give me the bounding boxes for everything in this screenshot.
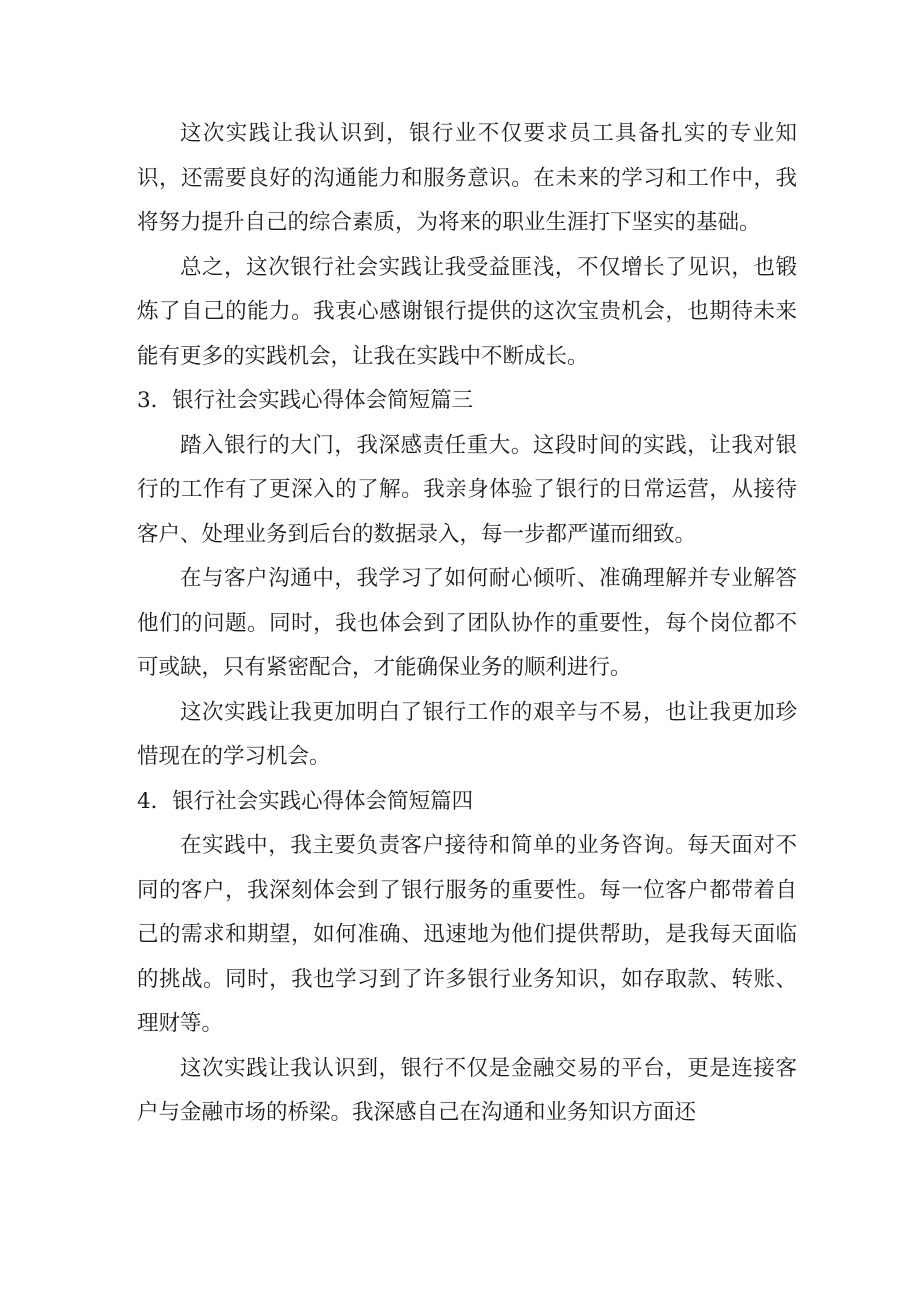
document-body — [137, 112, 797, 1136]
section-3-paragraph-1: 踏入银行的大门，我深感责任重大。这段时间的实践，让我对银行的工作有了更深入的了解。我亲身体验了银行的日常运营，从接待客户、处理业务到后台的数据录入，每一步都严谨而细致。 — [137, 432, 797, 547]
section-4-paragraph-1: 在实践中，我主要负责客户接待和简单的业务咨询。每天面对不同的客户，我深刻体会到了银行服务的重要性。每一位客户都带着自己的需求和期望，如何准确、迅速地为他们提供帮助，是我每天面临的挑战。同时，我也学习到了许多银行业务知识，如存取款、转账、理财等。 — [137, 833, 797, 1036]
section-3-heading: 3．银行社会实践心得体会简短篇三 — [137, 388, 474, 413]
paragraph-2: 总之，这次银行社会实践让我受益匪浅，不仅增长了见识，也锻炼了自己的能力。我衷心感谢银行提供的这次宝贵机会，也期待未来能有更多的实践机会，让我在实践中不断成长。 — [137, 254, 797, 369]
section-4-heading: 4．银行社会实践心得体会简短篇四 — [137, 788, 474, 814]
section-3-paragraph-2: 在与客户沟通中，我学习了如何耐心倾听、准确理解并专业解答他们的问题。同时，我也体会到了团队协作的重要性，每个岗位都不可或缺，只有紧密配合，才能确保业务的顺利进行。 — [137, 566, 797, 680]
paragraph-1: 这次实践让我认识到，银行业不仅要求员工具备扎实的专业知识，还需要良好的沟通能力和服务意识。在未来的学习和工作中，我将努力提升自己的综合素质，为将来的职业生涯打下坚实的基础。 — [137, 121, 797, 235]
section-4-paragraph-2: 这次实践让我认识到，银行不仅是金融交易的平台，更是连接客户与金融市场的桥梁。我深感自己在沟通和业务知识方面还 — [137, 1055, 797, 1125]
section-3-paragraph-3: 这次实践让我更加明白了银行工作的艰辛与不易，也让我更加珍惜现在的学习机会。 — [137, 699, 797, 769]
